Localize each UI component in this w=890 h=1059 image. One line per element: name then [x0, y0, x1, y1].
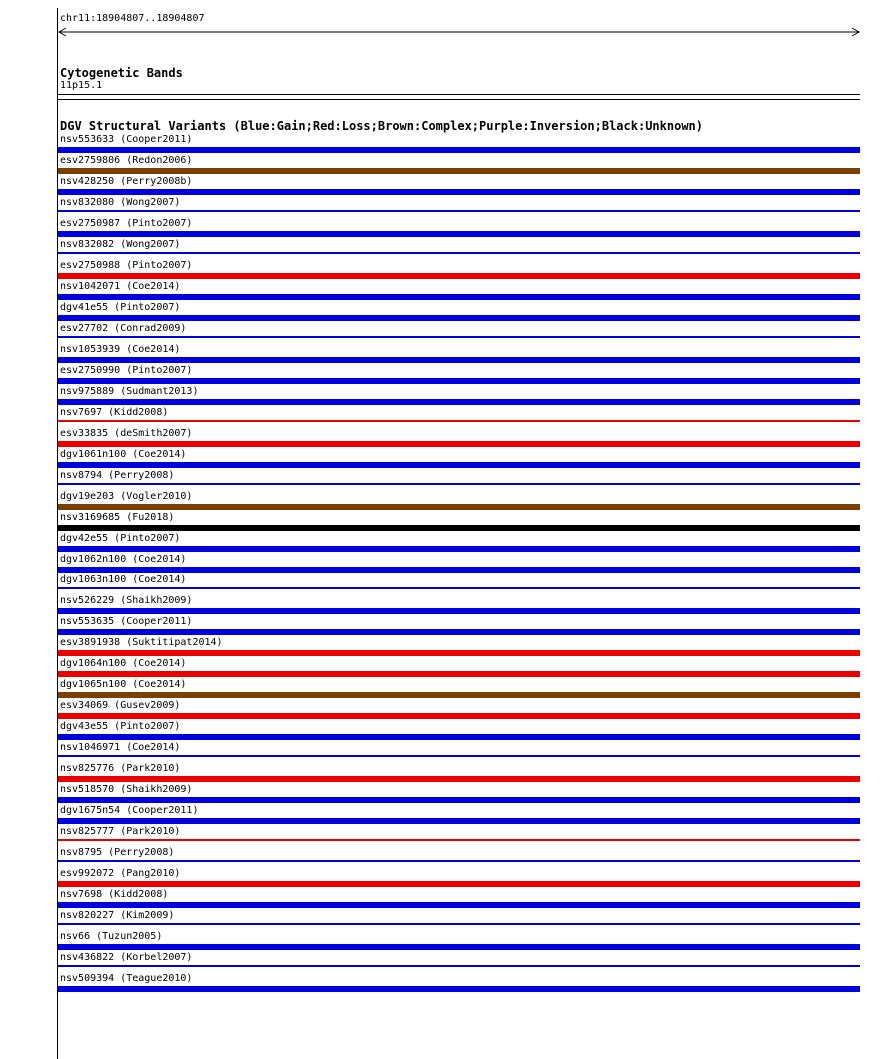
variant-label[interactable]: nsv526229 (Shaikh2009) [60, 595, 193, 606]
variant-label[interactable]: esv2750990 (Pinto2007) [60, 365, 193, 376]
variant-row [58, 972, 860, 993]
variant-row [58, 657, 860, 678]
variant-label[interactable]: nsv66 (Tuzun2005) [60, 931, 163, 942]
variant-row [58, 154, 860, 175]
variant-bar-gain[interactable] [58, 546, 860, 552]
dgv-track-title: DGV Structural Variants (Blue:Gain;Red:Loss;Brown:Complex;Purple:Inversion;Black:Unknown) [60, 119, 703, 133]
variant-row [58, 196, 860, 217]
variant-bar-loss[interactable] [58, 713, 860, 719]
variant-bar-gain[interactable] [58, 210, 860, 212]
variant-label[interactable]: esv2750987 (Pinto2007) [60, 218, 193, 229]
variant-bar-gain[interactable] [58, 336, 860, 338]
variant-label[interactable]: nsv509394 (Teague2010) [60, 973, 193, 984]
variant-label[interactable]: dgv1064n100 (Coe2014) [60, 658, 187, 669]
variant-row [58, 741, 860, 762]
variant-bar-gain[interactable] [58, 608, 860, 614]
variant-label[interactable]: nsv832082 (Wong2007) [60, 239, 181, 250]
variant-label[interactable]: nsv518570 (Shaikh2009) [60, 784, 193, 795]
variant-bar-gain[interactable] [58, 734, 860, 740]
variant-row [58, 762, 860, 783]
variant-row [58, 427, 860, 448]
variant-bar-gain[interactable] [58, 252, 860, 254]
variant-row [58, 553, 860, 574]
variant-label[interactable]: nsv7697 (Kidd2008) [60, 407, 169, 418]
region-coordinates: chr11:18904807..18904807 [60, 13, 205, 24]
variant-row [58, 133, 860, 154]
variant-bar-gain[interactable] [58, 986, 860, 992]
variant-label[interactable]: nsv436822 (Korbel2007) [60, 952, 193, 963]
dgv-variants-track [58, 133, 860, 1013]
variant-label[interactable]: dgv1065n100 (Coe2014) [60, 679, 187, 690]
variant-bar-unknown[interactable] [58, 525, 860, 531]
variant-row [58, 406, 860, 427]
variant-label[interactable]: nsv1046971 (Coe2014) [60, 742, 181, 753]
variant-label[interactable]: nsv7698 (Kidd2008) [60, 889, 169, 900]
region-span-double-arrow [57, 27, 861, 37]
variant-row [58, 846, 860, 867]
variant-row [58, 532, 860, 553]
cytoband-label: 11p15.1 [60, 80, 103, 91]
variant-row [58, 594, 860, 615]
variant-row [58, 280, 860, 301]
variant-bar-gain[interactable] [58, 902, 860, 908]
variant-row [58, 322, 860, 343]
variant-label[interactable]: dgv41e55 (Pinto2007) [60, 302, 181, 313]
variant-row [58, 343, 860, 364]
variant-label[interactable]: nsv428250 (Perry2008b) [60, 176, 193, 187]
variant-label[interactable]: nsv553633 (Cooper2011) [60, 134, 193, 145]
variant-bar-gain[interactable] [58, 818, 860, 824]
variant-label[interactable]: dgv1675n54 (Cooper2011) [60, 805, 199, 816]
variant-row [58, 867, 860, 888]
variant-bar-gain[interactable] [58, 965, 860, 967]
variant-label[interactable]: dgv19e203 (Vogler2010) [60, 491, 193, 502]
variant-label[interactable]: esv34069 (Gusev2009) [60, 700, 181, 711]
variant-bar-complex[interactable] [58, 504, 860, 510]
variant-row [58, 699, 860, 720]
variant-bar-gain[interactable] [58, 923, 860, 925]
variant-row [58, 909, 860, 930]
variant-label[interactable]: nsv820227 (Kim2009) [60, 910, 175, 921]
variant-row [58, 385, 860, 406]
variant-label[interactable]: nsv553635 (Cooper2011) [60, 616, 193, 627]
variant-bar-gain[interactable] [58, 315, 860, 321]
variant-bar-gain[interactable] [58, 147, 860, 153]
variant-row [58, 490, 860, 511]
variant-row [58, 804, 860, 825]
variant-bar-gain[interactable] [58, 797, 860, 803]
variant-row [58, 573, 860, 594]
variant-bar-loss[interactable] [58, 881, 860, 887]
variant-bar-gain[interactable] [58, 231, 860, 237]
variant-row [58, 615, 860, 636]
variant-label[interactable]: dgv42e55 (Pinto2007) [60, 533, 181, 544]
variant-bar-loss[interactable] [58, 839, 860, 841]
variant-label[interactable]: esv27702 (Conrad2009) [60, 323, 187, 334]
variant-bar-gain[interactable] [58, 462, 860, 468]
variant-row [58, 259, 860, 280]
variant-row [58, 469, 860, 490]
variant-row [58, 238, 860, 259]
variant-row [58, 217, 860, 238]
variant-label[interactable]: esv2750988 (Pinto2007) [60, 260, 193, 271]
variant-row [58, 930, 860, 951]
variant-bar-loss[interactable] [58, 650, 860, 656]
variant-label[interactable]: dgv1063n100 (Coe2014) [60, 574, 187, 585]
variant-label[interactable]: dgv1062n100 (Coe2014) [60, 554, 187, 565]
variant-bar-gain[interactable] [58, 378, 860, 384]
variant-label[interactable]: esv992072 (Pang2010) [60, 868, 181, 879]
variant-row [58, 783, 860, 804]
variant-bar-gain[interactable] [58, 483, 860, 485]
variant-bar-gain[interactable] [58, 944, 860, 950]
variant-bar-gain[interactable] [58, 755, 860, 757]
cytogenetic-bands-track-title: Cytogenetic Bands [60, 66, 183, 80]
variant-bar-gain[interactable] [58, 189, 860, 195]
variant-label[interactable]: nsv1042071 (Coe2014) [60, 281, 181, 292]
variant-row [58, 301, 860, 322]
variant-label[interactable]: nsv832080 (Wong2007) [60, 197, 181, 208]
variant-label[interactable]: nsv3169685 (Fu2018) [60, 512, 175, 523]
variant-row [58, 636, 860, 657]
variant-label[interactable]: nsv825777 (Park2010) [60, 826, 181, 837]
variant-label[interactable]: nsv1053939 (Coe2014) [60, 344, 181, 355]
variant-label[interactable]: esv2759806 (Redon2006) [60, 155, 193, 166]
cytoband-glyph [58, 94, 860, 100]
variant-bar-complex[interactable] [58, 692, 860, 698]
variant-bar-loss[interactable] [58, 671, 860, 677]
variant-row [58, 951, 860, 972]
variant-bar-gain[interactable] [58, 357, 860, 363]
variant-label[interactable]: esv3891938 (Suktitipat2014) [60, 637, 223, 648]
variant-row [58, 678, 860, 699]
variant-bar-gain[interactable] [58, 399, 860, 405]
variant-bar-loss[interactable] [58, 273, 860, 279]
variant-row [58, 448, 860, 469]
variant-label[interactable]: dgv43e55 (Pinto2007) [60, 721, 181, 732]
variant-bar-gain[interactable] [58, 629, 860, 635]
variant-bar-complex[interactable] [58, 168, 860, 174]
variant-label[interactable]: dgv1061n100 (Coe2014) [60, 449, 187, 460]
variant-bar-loss[interactable] [58, 776, 860, 782]
variant-row [58, 825, 860, 846]
variant-row [58, 720, 860, 741]
variant-row [58, 364, 860, 385]
variant-bar-loss[interactable] [58, 420, 860, 422]
variant-bar-gain[interactable] [58, 294, 860, 300]
variant-label[interactable]: nsv8795 (Perry2008) [60, 847, 175, 858]
variant-row [58, 511, 860, 532]
variant-label[interactable]: nsv8794 (Perry2008) [60, 470, 175, 481]
variant-bar-loss[interactable] [58, 441, 860, 447]
variant-bar-gain[interactable] [58, 587, 860, 589]
variant-label[interactable]: esv33835 (deSmith2007) [60, 428, 193, 439]
variant-bar-gain[interactable] [58, 860, 860, 862]
variant-label[interactable]: nsv825776 (Park2010) [60, 763, 181, 774]
variant-row [58, 175, 860, 196]
variant-row [58, 888, 860, 909]
variant-label[interactable]: nsv975889 (Sudmant2013) [60, 386, 199, 397]
